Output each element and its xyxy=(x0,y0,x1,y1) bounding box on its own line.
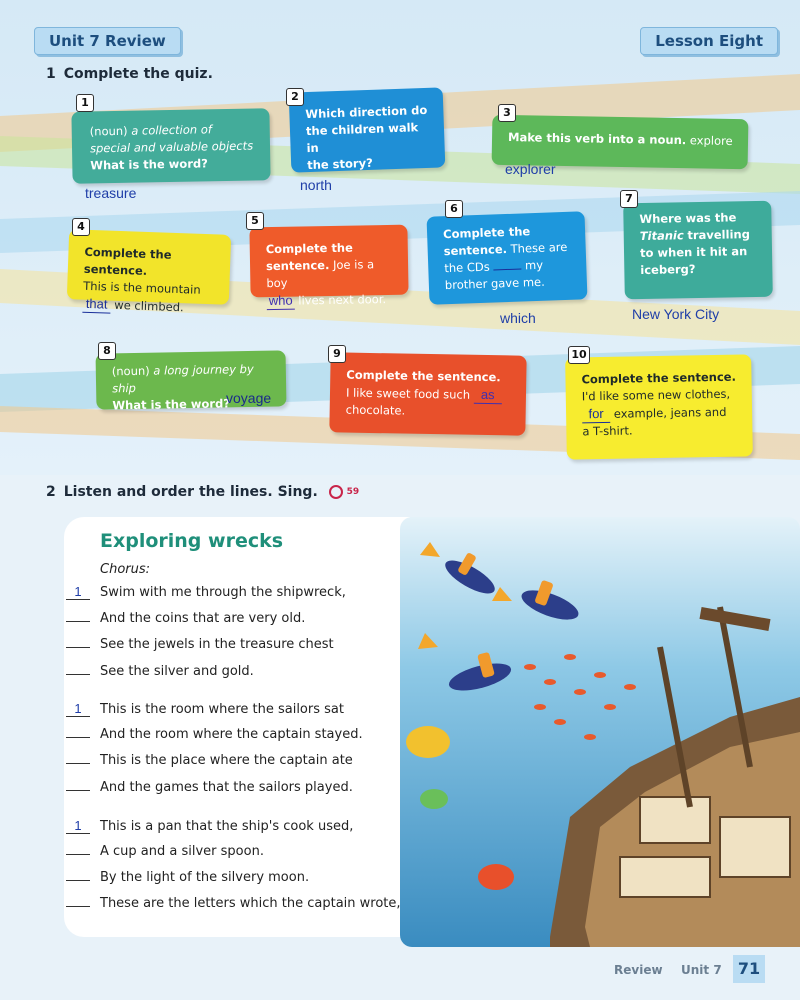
answer-5: who xyxy=(267,292,295,310)
lesson-tab: Lesson Eight xyxy=(640,27,778,55)
order-blank[interactable] xyxy=(66,647,90,648)
order-blank[interactable] xyxy=(66,621,90,622)
card-line xyxy=(508,129,734,150)
answer-8: voyage xyxy=(226,390,272,406)
card-text: a long journey by ship xyxy=(112,361,254,396)
card-line xyxy=(640,243,758,262)
song-line xyxy=(66,637,334,652)
card-text: (noun) xyxy=(89,123,128,139)
quiz-number-10: 10 xyxy=(568,346,590,364)
card-line xyxy=(639,209,757,228)
card-text: travelling xyxy=(687,227,750,243)
song-line xyxy=(66,870,309,885)
underwater-scene xyxy=(400,517,800,947)
card-text: chocolate. xyxy=(345,402,406,418)
song-line-text: And the games that the sailors played. xyxy=(100,780,353,795)
order-blank[interactable]: 1 xyxy=(66,701,90,717)
card-text: to when it hit an xyxy=(639,244,748,261)
song-line xyxy=(66,611,305,626)
card-text: a collection of xyxy=(131,122,212,138)
answer-2: north xyxy=(300,177,332,193)
track-number: 59 xyxy=(346,487,360,497)
card-text: iceberg? xyxy=(640,262,696,278)
card-text: brother gave me. xyxy=(444,274,545,293)
section-2-title xyxy=(46,484,359,500)
answer-4: that xyxy=(82,295,111,314)
section-heading: Listen and order the lines. Sing. xyxy=(63,484,318,500)
order-blank[interactable] xyxy=(66,854,90,855)
song-line-text: These are the letters which the captain wrote, xyxy=(100,896,401,911)
card-text: the children walk in xyxy=(305,120,419,156)
song-line xyxy=(66,584,346,600)
tropical-fish xyxy=(478,864,514,890)
card-line xyxy=(346,402,512,422)
song-line-text: See the jewels in the treasure chest xyxy=(100,637,334,652)
song-line xyxy=(66,727,363,742)
card-text: lives next door. xyxy=(298,292,387,308)
answer-6: which xyxy=(500,310,536,326)
song-title: Exploring wrecks xyxy=(100,530,284,552)
audio-cd-icon[interactable] xyxy=(329,485,343,499)
song-line xyxy=(66,896,401,911)
card-line xyxy=(582,421,738,441)
card-text: Complete the xyxy=(265,240,353,257)
section-heading: Complete the quiz. xyxy=(63,66,213,82)
song-line-text: This is the room where the sailors sat xyxy=(100,702,344,717)
quiz-number-3: 3 xyxy=(498,104,516,122)
unit-review-tab: Unit 7 Review xyxy=(34,27,181,55)
card-text: a T-shirt. xyxy=(582,423,633,439)
card-text: sentence. xyxy=(443,241,508,259)
card-line xyxy=(445,273,574,294)
card-text: These are xyxy=(510,239,568,256)
card-line xyxy=(90,155,256,175)
quiz-card-6 xyxy=(427,211,588,304)
order-blank[interactable] xyxy=(66,674,90,675)
quiz-card-7 xyxy=(623,201,773,300)
card-text: the story? xyxy=(306,155,373,173)
song-line xyxy=(66,844,264,859)
card-text: Complete the sentence. xyxy=(83,244,172,278)
answer-6-blank xyxy=(493,269,521,271)
order-blank[interactable] xyxy=(66,763,90,764)
quiz-card-1 xyxy=(71,108,270,183)
quiz-number-1: 1 xyxy=(76,94,94,112)
card-line xyxy=(266,256,395,292)
card-text: Complete the sentence. xyxy=(346,367,501,385)
card-line xyxy=(84,244,217,283)
tropical-fish xyxy=(420,789,448,809)
page-number: 71 xyxy=(733,955,765,983)
order-blank[interactable] xyxy=(66,790,90,791)
answer-1: treasure xyxy=(85,185,137,201)
quiz-number-9: 9 xyxy=(328,345,346,363)
answer-10: for xyxy=(582,405,610,423)
quiz-number-8: 8 xyxy=(98,342,116,360)
footer-review: Review xyxy=(614,963,663,977)
order-blank[interactable] xyxy=(66,906,90,907)
card-line xyxy=(640,260,758,279)
song-line-text: Swim with me through the shipwreck, xyxy=(100,585,346,600)
song-line-text: This is a pan that the ship's cook used, xyxy=(100,819,354,834)
card-text: This is the mountain xyxy=(83,278,201,297)
song-line-text: A cup and a silver spoon. xyxy=(100,844,264,859)
card-text: my xyxy=(524,257,544,273)
quiz-number-5: 5 xyxy=(246,212,264,230)
quiz-number-6: 6 xyxy=(445,200,463,218)
card-text: (noun) xyxy=(111,363,150,379)
quiz-card-9 xyxy=(329,352,526,435)
answer-3: explorer xyxy=(505,161,556,177)
card-text: What is the word? xyxy=(90,156,208,173)
shipwreck-illustration xyxy=(400,517,800,947)
song-line xyxy=(66,818,353,834)
order-blank[interactable] xyxy=(66,880,90,881)
card-text: Complete the sentence. xyxy=(581,369,736,387)
song-line-text: By the light of the silvery moon. xyxy=(100,870,310,885)
answer-7: New York City xyxy=(632,306,720,322)
song-line-text: See the silver and gold. xyxy=(100,664,254,679)
song-line xyxy=(66,753,353,768)
order-blank[interactable]: 1 xyxy=(66,584,90,600)
card-line xyxy=(267,290,395,310)
card-text: example, jeans and xyxy=(613,404,727,421)
card-text: Titanic xyxy=(639,228,684,244)
chorus-label: Chorus: xyxy=(100,562,151,577)
quiz-card-5 xyxy=(249,225,408,309)
song-line xyxy=(66,701,344,717)
card-text: the CDs xyxy=(444,259,490,276)
song-line-text: This is the place where the captain ate xyxy=(100,753,353,768)
card-text: Complete the xyxy=(442,224,531,242)
footer-unit: Unit 7 xyxy=(681,963,722,977)
card-line xyxy=(582,403,738,424)
card-line xyxy=(306,119,431,157)
card-text: Joe is a boy xyxy=(266,257,375,291)
order-blank[interactable] xyxy=(66,737,90,738)
card-line xyxy=(640,226,758,245)
answer-9: as xyxy=(474,386,502,404)
card-text: explore xyxy=(689,133,733,148)
song-line xyxy=(66,780,353,795)
song-line-text: And the coins that are very old. xyxy=(100,611,306,626)
card-text: special and valuable objects xyxy=(89,138,254,156)
quiz-number-7: 7 xyxy=(620,190,638,208)
card-text: Where was the xyxy=(639,210,737,227)
card-text: What is the word? xyxy=(112,396,231,413)
quiz-card-4 xyxy=(67,229,231,315)
section-1-title xyxy=(46,66,213,82)
quiz-card-10 xyxy=(565,354,753,459)
card-line xyxy=(90,138,256,158)
card-text: Which direction do xyxy=(305,102,428,122)
quiz-card-2 xyxy=(289,87,446,172)
song-line-text: And the room where the captain stayed. xyxy=(100,727,363,742)
card-text: I like sweet food such xyxy=(345,385,471,402)
song-line xyxy=(66,664,254,679)
quiz-number-4: 4 xyxy=(72,218,90,236)
tropical-fish xyxy=(406,726,450,758)
card-text: I'd like some new clothes, xyxy=(581,386,731,404)
quiz-number-2: 2 xyxy=(286,88,304,106)
card-text: sentence. xyxy=(265,257,330,274)
card-text: Make this verb into a noun. xyxy=(507,130,687,148)
section-number: 2 xyxy=(46,484,56,500)
section-number: 1 xyxy=(46,66,56,82)
order-blank[interactable]: 1 xyxy=(66,818,90,834)
card-text: we climbed. xyxy=(114,297,184,315)
